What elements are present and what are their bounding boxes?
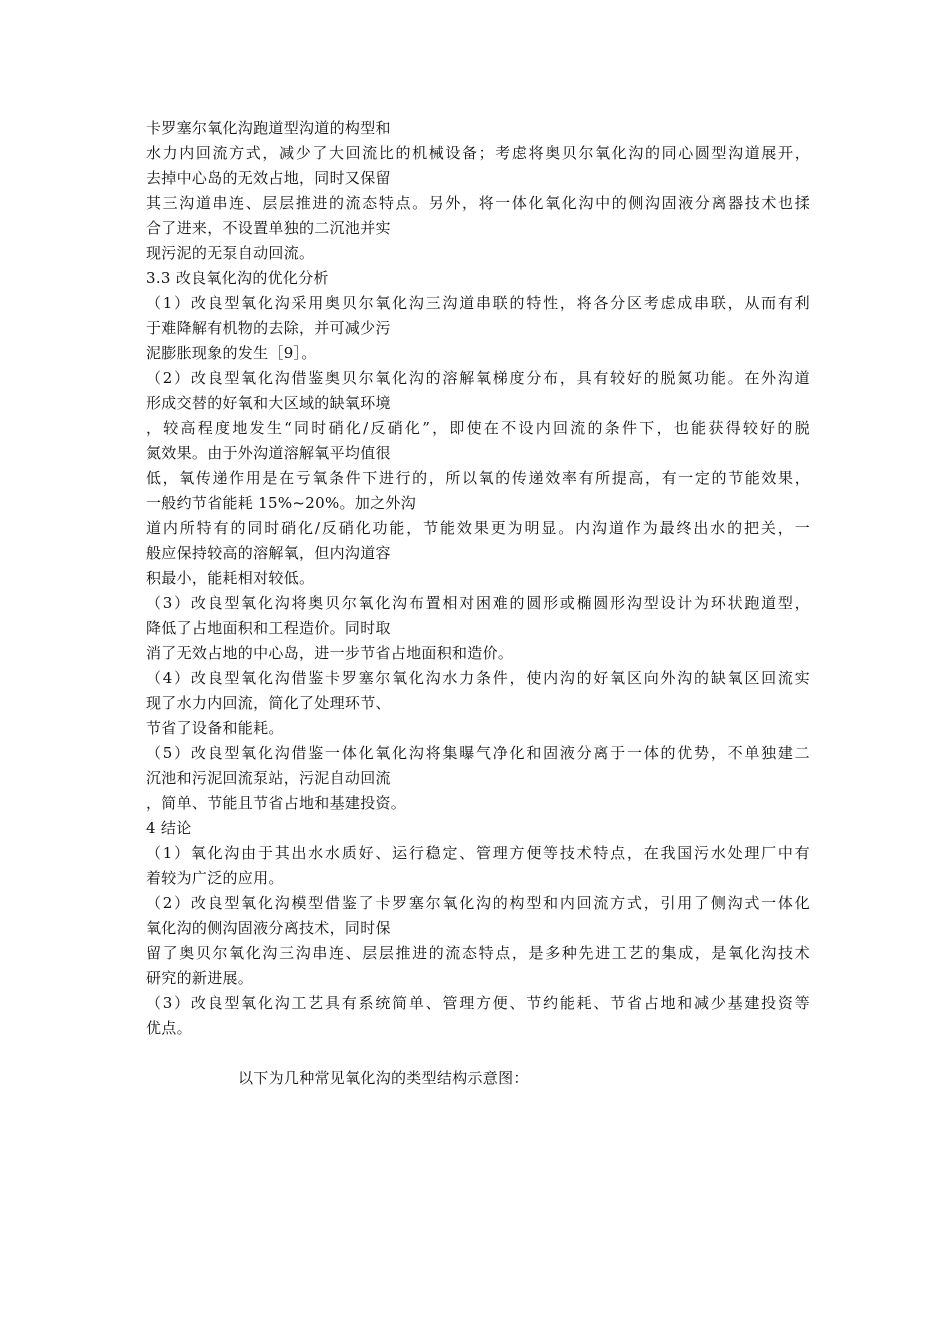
text-line: 节省了设备和能耗。 [146,719,284,737]
text-line: 泥膨胀现象的发生［9］。 [146,344,317,362]
text-line: 其三沟道串连、层层推进的流态特点。另外，将一体化氧化沟中的侧沟固液分离器技术也揉 [146,194,810,212]
text-line: 一般约节省能耗 15%~20%。加之外沟 [146,494,417,512]
text-line: （5）改良型氧化沟借鉴一体化氧化沟将集曝气净化和固液分离于一体的优势，不单独建二 [146,744,810,762]
text-line: 着较为广泛的应用。 [146,869,284,887]
text-line: 卡罗塞尔氧化沟跑道型沟道的构型和 [146,119,391,137]
text-line: 于难降解有机物的去除，并可减少污 [146,319,391,337]
text-line: （1）改良型氧化沟采用奥贝尔氧化沟三沟道串联的特性，将各分区考虑成串联，从而有利 [146,294,810,312]
document-body [146,116,810,1091]
text-line: 低，氧传递作用是在亏氧条件下进行的，所以氧的传递效率有所提高，有一定的节能效果， [146,469,810,487]
text-line: ，较高程度地发生“同时硝化/反硝化”，即使在不设内回流的条件下，也能获得较好的脱 [146,419,810,437]
text-line: 沉池和污泥回流泵站，污泥自动回流 [146,769,391,787]
text-line: ，简单、节能且节省占地和基建投资。 [146,794,407,812]
text-line: 留了奥贝尔氧化沟三沟串连、层层推进的流态特点，是多种先进工艺的集成，是氧化沟技术 [146,944,810,962]
text-line: （3）改良型氧化沟将奥贝尔氧化沟布置相对困难的圆形或椭圆形沟型设计为环状跑道型， [146,594,810,612]
text-line: （4）改良型氧化沟借鉴卡罗塞尔氧化沟水力条件，使内沟的好氧区向外沟的缺氧区回流实 [146,669,810,687]
text-line: 合了进来，不设置单独的二沉池并实 [146,219,391,237]
text-line: 研究的新进展。 [146,969,254,987]
text-line: （3）改良型氧化沟工艺具有系统简单、管理方便、节约能耗、节省占地和减少基建投资等 [146,994,810,1012]
text-line: 4 结论 [146,819,192,837]
text-line: 道内所特有的同时硝化/反硝化功能，节能效果更为明显。内沟道作为最终出水的把关，一 [146,519,810,537]
text-line: 优点。 [146,1019,192,1037]
text-line: 积最小，能耗相对较低。 [146,569,315,587]
text-line: 3.3 改良氧化沟的优化分析 [146,269,329,287]
text-line: 降低了占地面积和工程造价。同时取 [146,619,391,637]
text-line: （1）氧化沟由于其出水水质好、运行稳定、管理方便等技术特点，在我国污水处理厂中有 [146,844,810,862]
text-line: 消了无效占地的中心岛，进一步节省占地面积和造价。 [146,644,514,662]
text-line: 氧化沟的侧沟固液分离技术，同时保 [146,919,391,937]
text-line: 般应保持较高的溶解氧，但内沟道容 [146,544,391,562]
text-line: （2）改良型氧化沟模型借鉴了卡罗塞尔氧化沟的构型和内回流方式，引用了侧沟式一体化 [146,894,810,912]
text-line: 现了水力内回流，简化了处理环节、 [146,694,391,712]
blank-line [146,1041,810,1066]
text-line: 形成交替的好氧和大区域的缺氧环境 [146,394,391,412]
text-lines [146,116,810,1041]
text-line: 水力内回流方式，减少了大回流比的机械设备；考虑将奥贝尔氧化沟的同心圆型沟道展开， [146,144,810,162]
text-line: 现污泥的无泵自动回流。 [146,244,315,262]
text-line: 氮效果。由于外沟道溶解氧平均值很 [146,444,391,462]
text-line: 去掉中心岛的无效占地，同时又保留 [146,169,391,187]
text-line: （2）改良型氧化沟借鉴奥贝尔氧化沟的溶解氧梯度分布，具有较好的脱氮功能。在外沟道 [146,369,810,387]
figure-intro-note: 以下为几种常见氧化沟的类型结构示意图： [238,1069,529,1087]
